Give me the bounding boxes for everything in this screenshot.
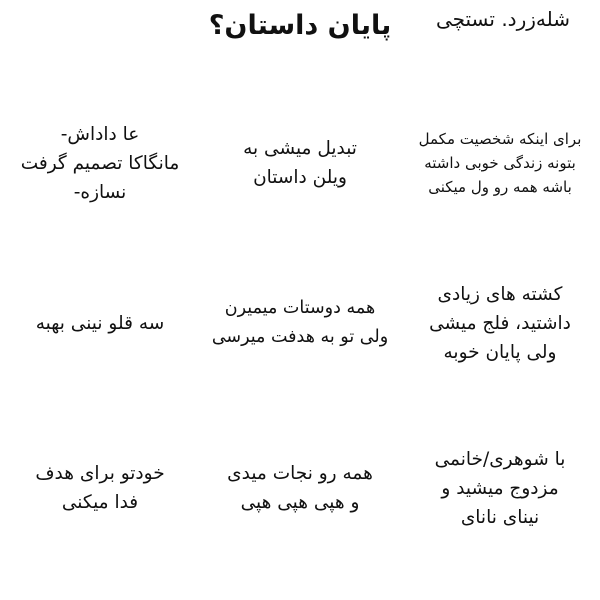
grid-cell-r1-left: عا داداش- مانگاکا تصمیم گرفت نسازه- (20, 123, 180, 203)
grid-cell-r2-left: سه قلو نینی بهبه (35, 312, 165, 334)
ending-options-grid (0, 78, 600, 578)
grid-cell-r1-center: تبدیل میشی به ویلن داستان (243, 138, 357, 188)
author-credit: شله‌زرد. تستچی (435, 7, 570, 31)
grid-cell-r3-left: خودتو برای هدف فدا میکنی (35, 463, 165, 513)
grid-cell-r2-right: کشته های زیادی داشتید، فلج میشی ولی پایان خوبه (429, 283, 571, 363)
page-title: پایان داستان؟ (208, 10, 392, 41)
grid-cell-r3-right: با شوهری/خانمی مزدوج میشید و نینای نانای (434, 448, 566, 528)
grid-cell-r2-center: همه دوستات میمیرن ولی تو به هدفت میرسی (211, 298, 389, 347)
header (0, 0, 600, 70)
grid-cell-r3-center: همه رو نجات میدی و هپی هپی هپی (227, 463, 373, 513)
grid-cell-r1-right: برای اینکه شخصیت مکمل بتونه زندگی خوبی داشته باشه همه رو ول میکنی (418, 130, 582, 196)
